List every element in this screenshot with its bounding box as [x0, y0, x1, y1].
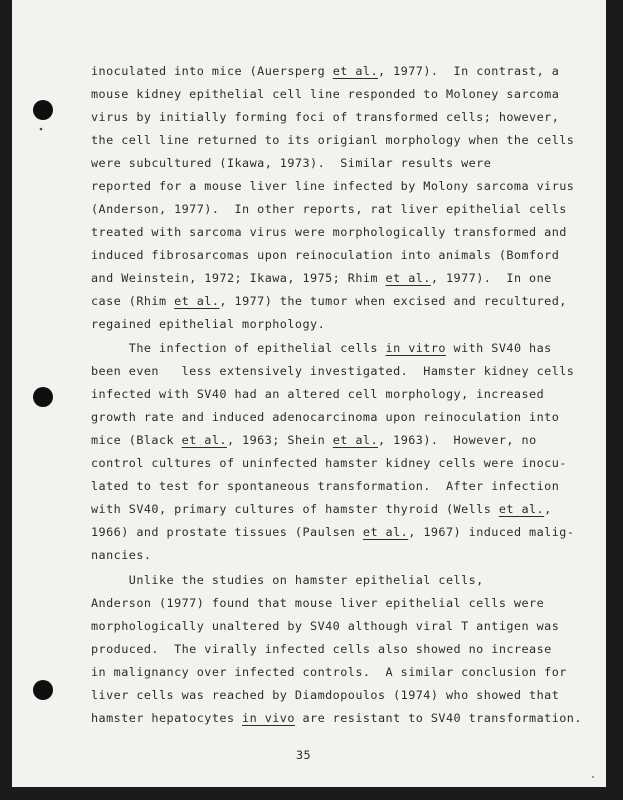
text-line: virus by initially forming foci of transformed cells; however,: [91, 110, 560, 124]
text-line: regained epithelial morphology.: [91, 317, 326, 331]
text-line: the cell line returned to its origianl morphology when the cells: [91, 133, 575, 147]
text-line: lated to test for spontaneous transformation. After infection: [91, 479, 560, 493]
text-line: infected with SV40 had an altered cell morphology, increased: [91, 387, 545, 401]
text-line: morphologically unaltered by SV40 although viral T antigen was: [91, 619, 560, 633]
text-line: case (Rhim et al., 1977) the tumor when excised and recultured,: [91, 294, 567, 308]
page-number: 35: [296, 748, 312, 762]
text-line: produced. The virally infected cells also showed no increase: [91, 642, 552, 656]
text-line: mice (Black et al., 1963; Shein et al., 1963). However, no: [91, 433, 537, 447]
text-line: growth rate and induced adenocarcinoma upon reinoculation into: [91, 410, 560, 424]
text-line: inoculated into mice (Auersperg et al., 1977). In contrast, a: [91, 64, 560, 78]
text-line: been even less extensively investigated. Hamster kidney cells: [91, 364, 575, 378]
text-line: were subcultured (Ikawa, 1973). Similar results were: [91, 156, 492, 170]
text-line: control cultures of uninfected hamster kidney cells were inocu-: [91, 456, 567, 470]
text-line: Anderson (1977) found that mouse liver epithelial cells were: [91, 596, 545, 610]
text-line: with SV40, primary cultures of hamster thyroid (Wells et al.,: [91, 502, 552, 516]
text-line: induced fibrosarcomas upon reinoculation into animals (Bomford: [91, 248, 560, 262]
text-line: liver cells was reached by Diamdopoulos (1974) who showed that: [91, 688, 560, 702]
text-line: treated with sarcoma virus were morphologically transformed and: [91, 225, 567, 239]
text-line: and Weinstein, 1972; Ikawa, 1975; Rhim et al., 1977). In one: [91, 271, 552, 285]
text-line: reported for a mouse liver line infected by Molony sarcoma virus: [91, 179, 575, 193]
text-line: mouse kidney epithelial cell line responded to Moloney sarcoma: [91, 87, 560, 101]
text-line: nancies.: [91, 548, 152, 562]
text-line: 1966) and prostate tissues (Paulsen et al., 1967) induced malig-: [91, 525, 575, 539]
text-line: (Anderson, 1977). In other reports, rat liver epithelial cells: [91, 202, 567, 216]
text-line: The infection of epithelial cells in vitro with SV40 has: [91, 341, 552, 355]
text-line: hamster hepatocytes in vivo are resistant to SV40 transformation.: [91, 711, 582, 725]
text-line: Unlike the studies on hamster epithelial cells,: [91, 573, 484, 587]
text-line: in malignancy over infected controls. A similar conclusion for: [91, 665, 567, 679]
